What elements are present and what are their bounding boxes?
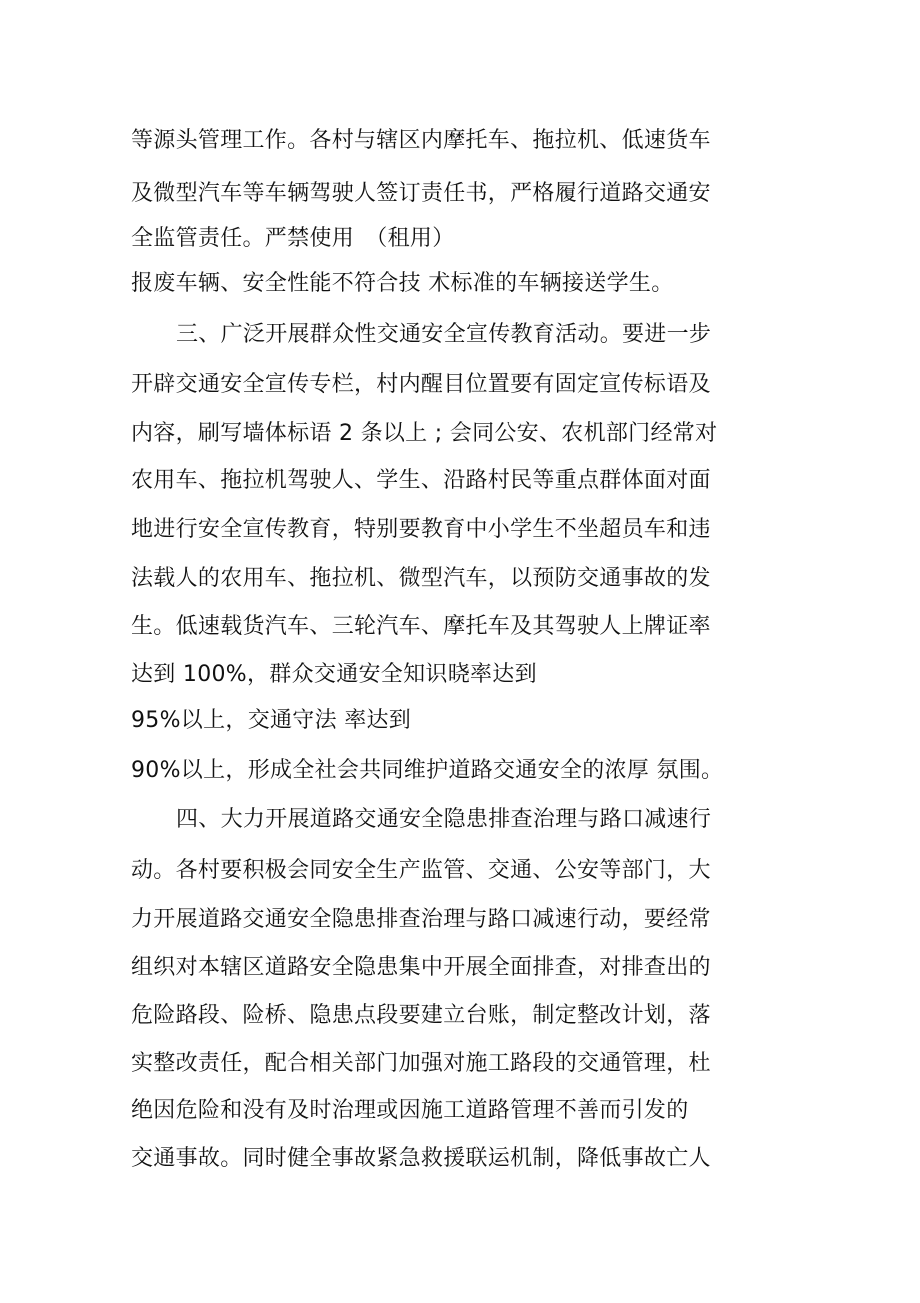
text-line: 达到 100%，群众交通安全知识晓率达到 xyxy=(131,662,537,687)
text-line: 生。低速载货汽车、三轮汽车、摩托车及其驾驶人上牌证率 xyxy=(131,614,711,639)
section-heading-three: 三、广泛开展群众性交通安全宣传教育活动。要进一步 xyxy=(176,322,712,347)
text-line: 交通事故。同时健全事故紧急救援联运机制，降低事故亡人 xyxy=(131,1146,711,1171)
text-line: 及微型汽车等车辆驾驶人签订责任书，严格履行道路交通安 xyxy=(131,181,711,206)
section-heading-four: 四、大力开展道路交通安全隐患排查治理与路口减速行 xyxy=(176,807,712,832)
text-line: 实整改责任，配合相关部门加强对施工路段的交通管理，杜 xyxy=(131,1051,711,1076)
text-line: 全监管责任。严禁使用 （租用） xyxy=(131,226,455,251)
text-line: 绝因危险和没有及时治理或因施工道路管理不善而引发的 xyxy=(131,1098,689,1123)
text-line: 动。各村要积极会同安全生产监管、交通、公安等部门，大 xyxy=(131,858,711,883)
text-line: 等源头管理工作。各村与辖区内摩托车、拖拉机、低速货车 xyxy=(131,128,711,153)
text-line: 90%以上，形成全社会共同维护道路交通安全的浓厚 氛围。 xyxy=(131,758,724,783)
text-line: 内容，刷写墙体标语 2 条以上 ; 会同公安、农机部门经常对 xyxy=(131,421,718,446)
text-line: 报废车辆、安全性能不符合技 术标准的车辆接送学生。 xyxy=(131,271,674,296)
text-line: 危险路段、险桥、隐患点段要建立台账，制定整改计划，落 xyxy=(131,1003,711,1028)
text-line: 开辟交通安全宣传专栏，村内醒目位置要有固定宣传标语及 xyxy=(131,372,711,397)
text-line: 力开展道路交通安全隐患排查治理与路口减速行动，要经常 xyxy=(131,907,711,932)
text-line: 组织对本辖区道路安全隐患集中开展全面排查，对排查出的 xyxy=(131,955,711,980)
text-line: 法载人的农用车、拖拉机、微型汽车，以预防交通事故的发 xyxy=(131,566,711,591)
text-line: 95%以上，交通守法 率达到 xyxy=(131,708,412,733)
text-line: 地进行安全宣传教育，特别要教育中小学生不坐超员车和违 xyxy=(131,517,711,542)
text-line: 农用车、拖拉机驾驶人、学生、沿路村民等重点群体面对面 xyxy=(131,468,711,493)
